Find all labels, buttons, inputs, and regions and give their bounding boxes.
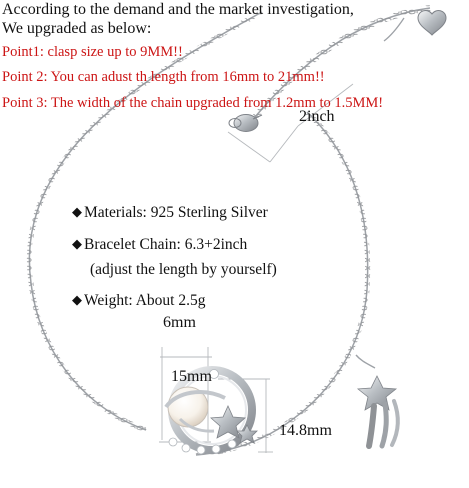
diamond-bullet-icon: ◆: [72, 292, 82, 307]
pendant-width-dimension: 15mm: [171, 368, 212, 385]
pendant-top-dimension: 6mm: [163, 314, 196, 331]
diamond-bullet-icon: ◆: [72, 204, 82, 219]
spec-materials: [72, 205, 268, 221]
spec-chain-note: (adjust the length by yourself): [90, 261, 277, 278]
spec-chain: [72, 237, 247, 253]
upgrade-point-2: Point 2: You can adust th length from 16mm to 21mm!!: [2, 69, 325, 85]
pendant-height-dimension: 14.8mm: [279, 422, 332, 439]
diamond-bullet-icon: ◆: [72, 236, 82, 251]
spec-chain-text: Bracelet Chain: 6.3+2inch: [84, 236, 248, 253]
spec-weight-text: Weight: About 2.5g: [84, 292, 206, 309]
upgrade-point-3: Point 3: The width of the chain upgraded from 1.2mm to 1.5MM!: [2, 95, 384, 111]
upgrade-point-1: Point1: clasp size up to 9MM!!: [2, 44, 183, 60]
spec-materials-text: Materials: 925 Sterling Silver: [84, 204, 268, 221]
extender-length-label: 2inch: [299, 108, 335, 125]
spec-weight: [72, 293, 205, 309]
intro-line-2: We upgraded as below:: [2, 20, 152, 37]
intro-line-1: According to the demand and the market investigation,: [2, 1, 354, 18]
